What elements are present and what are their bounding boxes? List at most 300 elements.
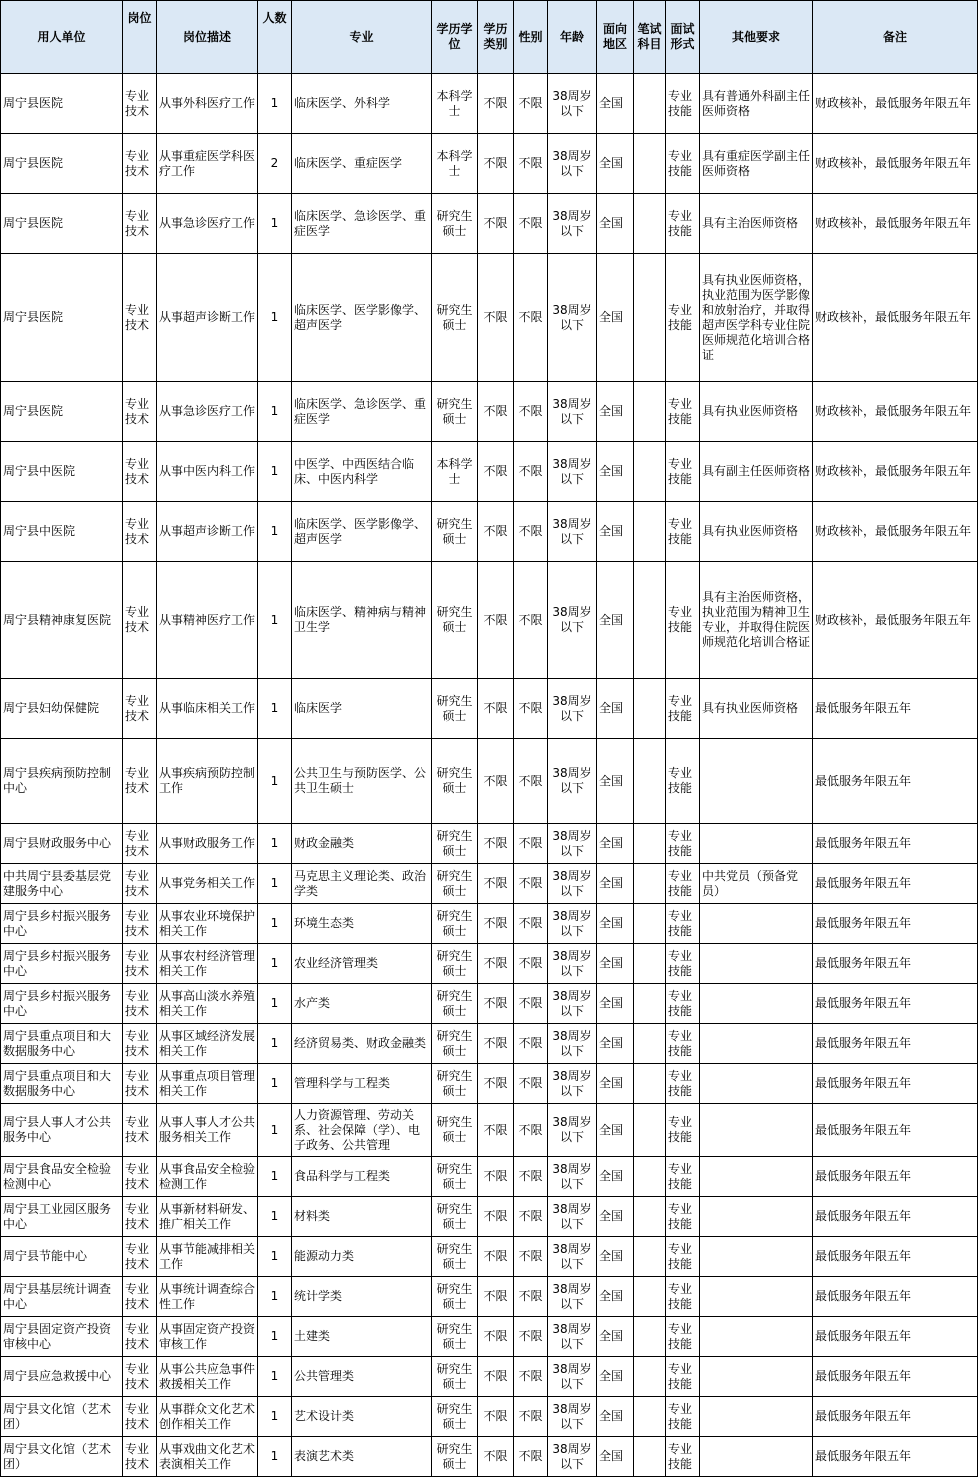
cell-num: 1	[258, 562, 292, 679]
cell-other	[700, 1237, 813, 1277]
cell-unit: 周宁县中医院	[1, 502, 123, 562]
cell-degree-type: 不限	[478, 1064, 514, 1104]
table-row	[1, 442, 978, 502]
cell-major: 农业经济管理类	[292, 944, 432, 984]
cell-post: 专业技术	[123, 502, 157, 562]
cell-degree-type: 不限	[478, 1237, 514, 1277]
cell-note: 财政核补，最低服务年限五年	[813, 254, 978, 382]
cell-unit: 周宁县医院	[1, 194, 123, 254]
table-row	[1, 1157, 978, 1197]
cell-interview: 专业技能	[666, 194, 700, 254]
cell-unit: 周宁县应急救援中心	[1, 1357, 123, 1397]
table-row	[1, 1357, 978, 1397]
table-row	[1, 679, 978, 739]
cell-post: 专业技术	[123, 1437, 157, 1477]
cell-note: 最低服务年限五年	[813, 1437, 978, 1477]
cell-age: 38周岁以下	[548, 74, 597, 134]
cell-gender: 不限	[514, 904, 548, 944]
cell-major: 艺术设计类	[292, 1397, 432, 1437]
cell-interview: 专业技能	[666, 1064, 700, 1104]
cell-num: 1	[258, 74, 292, 134]
cell-desc: 从事节能减排相关工作	[157, 1237, 258, 1277]
cell-other: 具有执业医师资格，执业范围为医学影像和放射治疗，并取得超声医学科专业住院医师规范化培训合格证	[700, 254, 813, 382]
cell-gender: 不限	[514, 74, 548, 134]
cell-degree-type: 不限	[478, 442, 514, 502]
cell-interview: 专业技能	[666, 1277, 700, 1317]
cell-other	[700, 1024, 813, 1064]
cell-written	[634, 864, 666, 904]
cell-post: 专业技术	[123, 254, 157, 382]
cell-interview: 专业技能	[666, 824, 700, 864]
cell-gender: 不限	[514, 1317, 548, 1357]
cell-major: 统计学类	[292, 1277, 432, 1317]
cell-desc: 从事急诊医疗工作	[157, 194, 258, 254]
cell-other: 具有主治医师资格	[700, 194, 813, 254]
cell-area: 全国	[597, 1317, 634, 1357]
table-row	[1, 562, 978, 679]
cell-age: 38周岁以下	[548, 944, 597, 984]
cell-note: 财政核补，最低服务年限五年	[813, 194, 978, 254]
cell-note: 最低服务年限五年	[813, 1197, 978, 1237]
cell-note: 最低服务年限五年	[813, 864, 978, 904]
cell-degree: 研究生硕士	[432, 254, 478, 382]
cell-area: 全国	[597, 864, 634, 904]
cell-age: 38周岁以下	[548, 1357, 597, 1397]
table-row	[1, 134, 978, 194]
cell-interview: 专业技能	[666, 1237, 700, 1277]
cell-age: 38周岁以下	[548, 1157, 597, 1197]
cell-area: 全国	[597, 679, 634, 739]
cell-written	[634, 824, 666, 864]
cell-unit: 周宁县乡村振兴服务中心	[1, 904, 123, 944]
cell-unit: 周宁县乡村振兴服务中心	[1, 984, 123, 1024]
cell-major: 临床医学、外科学	[292, 74, 432, 134]
cell-area: 全国	[597, 502, 634, 562]
header-other: 其他要求	[700, 1, 813, 74]
cell-gender: 不限	[514, 254, 548, 382]
cell-gender: 不限	[514, 1277, 548, 1317]
cell-desc: 从事固定资产投资审核工作	[157, 1317, 258, 1357]
cell-post: 专业技术	[123, 134, 157, 194]
cell-desc: 从事外科医疗工作	[157, 74, 258, 134]
cell-degree-type: 不限	[478, 1357, 514, 1397]
cell-written	[634, 1397, 666, 1437]
cell-post: 专业技术	[123, 74, 157, 134]
cell-gender: 不限	[514, 442, 548, 502]
cell-other	[700, 1104, 813, 1157]
cell-area: 全国	[597, 1064, 634, 1104]
cell-degree: 研究生硕士	[432, 1197, 478, 1237]
cell-gender: 不限	[514, 1437, 548, 1477]
cell-post: 专业技术	[123, 824, 157, 864]
cell-area: 全国	[597, 562, 634, 679]
cell-area: 全国	[597, 1197, 634, 1237]
table-row	[1, 1024, 978, 1064]
cell-num: 2	[258, 134, 292, 194]
cell-other	[700, 1197, 813, 1237]
cell-unit: 周宁县中医院	[1, 442, 123, 502]
cell-other	[700, 739, 813, 824]
cell-note: 最低服务年限五年	[813, 739, 978, 824]
cell-degree: 研究生硕士	[432, 904, 478, 944]
cell-interview: 专业技能	[666, 442, 700, 502]
cell-degree-type: 不限	[478, 1197, 514, 1237]
table-row	[1, 382, 978, 442]
cell-interview: 专业技能	[666, 984, 700, 1024]
cell-major: 财政金融类	[292, 824, 432, 864]
cell-written	[634, 904, 666, 944]
cell-post: 专业技术	[123, 984, 157, 1024]
cell-major: 材料类	[292, 1197, 432, 1237]
cell-major: 中医学、中西医结合临床、中医内科学	[292, 442, 432, 502]
cell-interview: 专业技能	[666, 74, 700, 134]
cell-degree: 研究生硕士	[432, 382, 478, 442]
cell-major: 临床医学、医学影像学、超声医学	[292, 502, 432, 562]
cell-age: 38周岁以下	[548, 864, 597, 904]
cell-other: 具有执业医师资格	[700, 382, 813, 442]
cell-num: 1	[258, 679, 292, 739]
cell-interview: 专业技能	[666, 1437, 700, 1477]
cell-num: 1	[258, 382, 292, 442]
cell-note: 最低服务年限五年	[813, 1104, 978, 1157]
cell-note: 财政核补，最低服务年限五年	[813, 382, 978, 442]
table-row	[1, 944, 978, 984]
table-row	[1, 904, 978, 944]
cell-written	[634, 1437, 666, 1477]
cell-written	[634, 1104, 666, 1157]
header-desc: 岗位描述	[157, 1, 258, 74]
cell-area: 全国	[597, 1157, 634, 1197]
cell-degree: 研究生硕士	[432, 1157, 478, 1197]
cell-post: 专业技术	[123, 864, 157, 904]
cell-unit: 周宁县基层统计调查中心	[1, 1277, 123, 1317]
cell-major: 临床医学、医学影像学、超声医学	[292, 254, 432, 382]
cell-major: 临床医学、精神病与精神卫生学	[292, 562, 432, 679]
cell-gender: 不限	[514, 502, 548, 562]
cell-area: 全国	[597, 1277, 634, 1317]
cell-note: 最低服务年限五年	[813, 1064, 978, 1104]
cell-major: 临床医学、急诊医学、重症医学	[292, 194, 432, 254]
cell-gender: 不限	[514, 1357, 548, 1397]
cell-degree-type: 不限	[478, 679, 514, 739]
table-row	[1, 1237, 978, 1277]
cell-interview: 专业技能	[666, 944, 700, 984]
cell-desc: 从事公共应急事件救援相关工作	[157, 1357, 258, 1397]
cell-written	[634, 134, 666, 194]
cell-degree: 研究生硕士	[432, 1437, 478, 1477]
cell-num: 1	[258, 864, 292, 904]
cell-num: 1	[258, 1397, 292, 1437]
cell-gender: 不限	[514, 1197, 548, 1237]
cell-degree: 研究生硕士	[432, 739, 478, 824]
cell-desc: 从事农村经济管理相关工作	[157, 944, 258, 984]
cell-interview: 专业技能	[666, 679, 700, 739]
cell-gender: 不限	[514, 1157, 548, 1197]
cell-degree-type: 不限	[478, 134, 514, 194]
cell-degree: 研究生硕士	[432, 1277, 478, 1317]
cell-gender: 不限	[514, 1397, 548, 1437]
cell-written	[634, 1357, 666, 1397]
cell-degree-type: 不限	[478, 1157, 514, 1197]
cell-gender: 不限	[514, 679, 548, 739]
cell-interview: 专业技能	[666, 254, 700, 382]
cell-degree: 研究生硕士	[432, 194, 478, 254]
cell-degree: 本科学士	[432, 74, 478, 134]
table-row	[1, 1437, 978, 1477]
cell-note: 最低服务年限五年	[813, 984, 978, 1024]
cell-degree-type: 不限	[478, 1437, 514, 1477]
cell-unit: 周宁县妇幼保健院	[1, 679, 123, 739]
cell-post: 专业技术	[123, 1157, 157, 1197]
cell-note: 最低服务年限五年	[813, 1237, 978, 1277]
cell-degree: 研究生硕士	[432, 1357, 478, 1397]
cell-area: 全国	[597, 1397, 634, 1437]
cell-unit: 周宁县节能中心	[1, 1237, 123, 1277]
cell-unit: 周宁县文化馆（艺术团）	[1, 1437, 123, 1477]
cell-written	[634, 74, 666, 134]
cell-desc: 从事党务相关工作	[157, 864, 258, 904]
cell-post: 专业技术	[123, 442, 157, 502]
table-row	[1, 824, 978, 864]
cell-note: 财政核补，最低服务年限五年	[813, 74, 978, 134]
header-major: 专业	[292, 1, 432, 74]
cell-degree-type: 不限	[478, 562, 514, 679]
cell-num: 1	[258, 442, 292, 502]
cell-note: 最低服务年限五年	[813, 904, 978, 944]
cell-other	[700, 984, 813, 1024]
cell-num: 1	[258, 1104, 292, 1157]
cell-major: 能源动力类	[292, 1237, 432, 1277]
cell-age: 38周岁以下	[548, 824, 597, 864]
cell-num: 1	[258, 1277, 292, 1317]
cell-gender: 不限	[514, 194, 548, 254]
cell-age: 38周岁以下	[548, 904, 597, 944]
cell-interview: 专业技能	[666, 382, 700, 442]
cell-gender: 不限	[514, 1064, 548, 1104]
cell-gender: 不限	[514, 984, 548, 1024]
cell-major: 表演艺术类	[292, 1437, 432, 1477]
header-row	[1, 1, 978, 74]
cell-written	[634, 382, 666, 442]
cell-degree: 研究生硕士	[432, 864, 478, 904]
cell-age: 38周岁以下	[548, 1064, 597, 1104]
header-gender: 性别	[514, 1, 548, 74]
cell-desc: 从事超声诊断工作	[157, 502, 258, 562]
cell-written	[634, 562, 666, 679]
cell-degree: 研究生硕士	[432, 824, 478, 864]
cell-unit: 周宁县财政服务中心	[1, 824, 123, 864]
cell-gender: 不限	[514, 1024, 548, 1064]
cell-age: 38周岁以下	[548, 562, 597, 679]
cell-unit: 中共周宁县委基层党建服务中心	[1, 864, 123, 904]
cell-post: 专业技术	[123, 382, 157, 442]
cell-interview: 专业技能	[666, 1024, 700, 1064]
cell-num: 1	[258, 1237, 292, 1277]
cell-note: 财政核补，最低服务年限五年	[813, 562, 978, 679]
cell-written	[634, 254, 666, 382]
cell-post: 专业技术	[123, 739, 157, 824]
header-written: 笔试科目	[634, 1, 666, 74]
cell-gender: 不限	[514, 1104, 548, 1157]
table-row	[1, 502, 978, 562]
cell-num: 1	[258, 739, 292, 824]
cell-degree-type: 不限	[478, 864, 514, 904]
cell-age: 38周岁以下	[548, 254, 597, 382]
cell-other	[700, 944, 813, 984]
cell-post: 专业技术	[123, 679, 157, 739]
cell-age: 38周岁以下	[548, 194, 597, 254]
cell-degree: 研究生硕士	[432, 562, 478, 679]
cell-note: 最低服务年限五年	[813, 1157, 978, 1197]
cell-area: 全国	[597, 1437, 634, 1477]
table-row	[1, 1317, 978, 1357]
cell-major: 经济贸易类、财政金融类	[292, 1024, 432, 1064]
cell-age: 38周岁以下	[548, 382, 597, 442]
cell-written	[634, 739, 666, 824]
cell-degree-type: 不限	[478, 984, 514, 1024]
cell-post: 专业技术	[123, 194, 157, 254]
cell-post: 专业技术	[123, 1024, 157, 1064]
cell-interview: 专业技能	[666, 864, 700, 904]
cell-other	[700, 1317, 813, 1357]
cell-post: 专业技术	[123, 944, 157, 984]
cell-note: 最低服务年限五年	[813, 1277, 978, 1317]
cell-unit: 周宁县文化馆（艺术团）	[1, 1397, 123, 1437]
cell-post: 专业技术	[123, 904, 157, 944]
cell-written	[634, 1157, 666, 1197]
cell-post: 专业技术	[123, 1104, 157, 1157]
cell-area: 全国	[597, 1357, 634, 1397]
cell-num: 1	[258, 194, 292, 254]
cell-age: 38周岁以下	[548, 1317, 597, 1357]
cell-degree: 研究生硕士	[432, 1397, 478, 1437]
cell-degree: 研究生硕士	[432, 1317, 478, 1357]
cell-other: 具有执业医师资格	[700, 502, 813, 562]
cell-degree-type: 不限	[478, 904, 514, 944]
cell-degree: 研究生硕士	[432, 1104, 478, 1157]
cell-num: 1	[258, 1437, 292, 1477]
cell-degree: 本科学士	[432, 134, 478, 194]
cell-degree: 研究生硕士	[432, 679, 478, 739]
cell-desc: 从事高山淡水养殖相关工作	[157, 984, 258, 1024]
cell-note: 最低服务年限五年	[813, 824, 978, 864]
cell-desc: 从事农业环境保护相关工作	[157, 904, 258, 944]
cell-age: 38周岁以下	[548, 1197, 597, 1237]
cell-gender: 不限	[514, 739, 548, 824]
cell-desc: 从事群众文化艺术创作相关工作	[157, 1397, 258, 1437]
cell-unit: 周宁县固定资产投资审核中心	[1, 1317, 123, 1357]
cell-other: 具有普通外科副主任医师资格	[700, 74, 813, 134]
cell-other	[700, 1157, 813, 1197]
cell-unit: 周宁县医院	[1, 254, 123, 382]
cell-unit: 周宁县工业园区服务中心	[1, 1197, 123, 1237]
cell-num: 1	[258, 1317, 292, 1357]
cell-degree: 研究生硕士	[432, 984, 478, 1024]
cell-age: 38周岁以下	[548, 442, 597, 502]
cell-other	[700, 1397, 813, 1437]
cell-degree: 研究生硕士	[432, 1064, 478, 1104]
cell-written	[634, 1197, 666, 1237]
cell-note: 最低服务年限五年	[813, 1397, 978, 1437]
cell-major: 环境生态类	[292, 904, 432, 944]
table-row	[1, 1104, 978, 1157]
cell-desc: 从事统计调查综合性工作	[157, 1277, 258, 1317]
cell-interview: 专业技能	[666, 1104, 700, 1157]
cell-major: 管理科学与工程类	[292, 1064, 432, 1104]
table-row	[1, 254, 978, 382]
cell-written	[634, 1317, 666, 1357]
cell-note: 财政核补，最低服务年限五年	[813, 134, 978, 194]
cell-degree-type: 不限	[478, 1277, 514, 1317]
cell-major: 临床医学、急诊医学、重症医学	[292, 382, 432, 442]
cell-area: 全国	[597, 442, 634, 502]
cell-num: 1	[258, 254, 292, 382]
cell-gender: 不限	[514, 824, 548, 864]
cell-area: 全国	[597, 74, 634, 134]
cell-other	[700, 904, 813, 944]
cell-desc: 从事新材料研发、推广相关工作	[157, 1197, 258, 1237]
cell-major: 公共卫生与预防医学、公共卫生硕士	[292, 739, 432, 824]
table-row	[1, 194, 978, 254]
cell-degree: 研究生硕士	[432, 1237, 478, 1277]
cell-unit: 周宁县医院	[1, 74, 123, 134]
cell-interview: 专业技能	[666, 562, 700, 679]
cell-num: 1	[258, 1197, 292, 1237]
cell-area: 全国	[597, 944, 634, 984]
cell-gender: 不限	[514, 562, 548, 679]
cell-interview: 专业技能	[666, 134, 700, 194]
cell-other	[700, 1277, 813, 1317]
cell-age: 38周岁以下	[548, 679, 597, 739]
table-row	[1, 1197, 978, 1237]
cell-degree-type: 不限	[478, 254, 514, 382]
cell-degree-type: 不限	[478, 824, 514, 864]
cell-post: 专业技术	[123, 1277, 157, 1317]
cell-major: 土建类	[292, 1317, 432, 1357]
cell-age: 38周岁以下	[548, 984, 597, 1024]
cell-num: 1	[258, 1024, 292, 1064]
cell-degree-type: 不限	[478, 1024, 514, 1064]
cell-desc: 从事区域经济发展相关工作	[157, 1024, 258, 1064]
cell-num: 1	[258, 1064, 292, 1104]
cell-desc: 从事重症医学科医疗工作	[157, 134, 258, 194]
header-area: 面向地区	[597, 1, 634, 74]
cell-age: 38周岁以下	[548, 1104, 597, 1157]
cell-unit: 周宁县重点项目和大数据服务中心	[1, 1024, 123, 1064]
cell-area: 全国	[597, 194, 634, 254]
header-post: 岗位	[123, 1, 157, 74]
cell-interview: 专业技能	[666, 739, 700, 824]
cell-other	[700, 824, 813, 864]
cell-post: 专业技术	[123, 1317, 157, 1357]
table-row	[1, 74, 978, 134]
header-num: 人数	[258, 1, 292, 74]
cell-gender: 不限	[514, 864, 548, 904]
cell-num: 1	[258, 502, 292, 562]
cell-written	[634, 679, 666, 739]
header-age: 年龄	[548, 1, 597, 74]
cell-unit: 周宁县医院	[1, 382, 123, 442]
cell-written	[634, 984, 666, 1024]
cell-written	[634, 194, 666, 254]
cell-desc: 从事超声诊断工作	[157, 254, 258, 382]
cell-area: 全国	[597, 382, 634, 442]
cell-area: 全国	[597, 254, 634, 382]
cell-unit: 周宁县医院	[1, 134, 123, 194]
cell-note: 最低服务年限五年	[813, 1024, 978, 1064]
cell-written	[634, 944, 666, 984]
cell-major: 人力资源管理、劳动关系、社会保障（学）、电子政务、公共管理	[292, 1104, 432, 1157]
